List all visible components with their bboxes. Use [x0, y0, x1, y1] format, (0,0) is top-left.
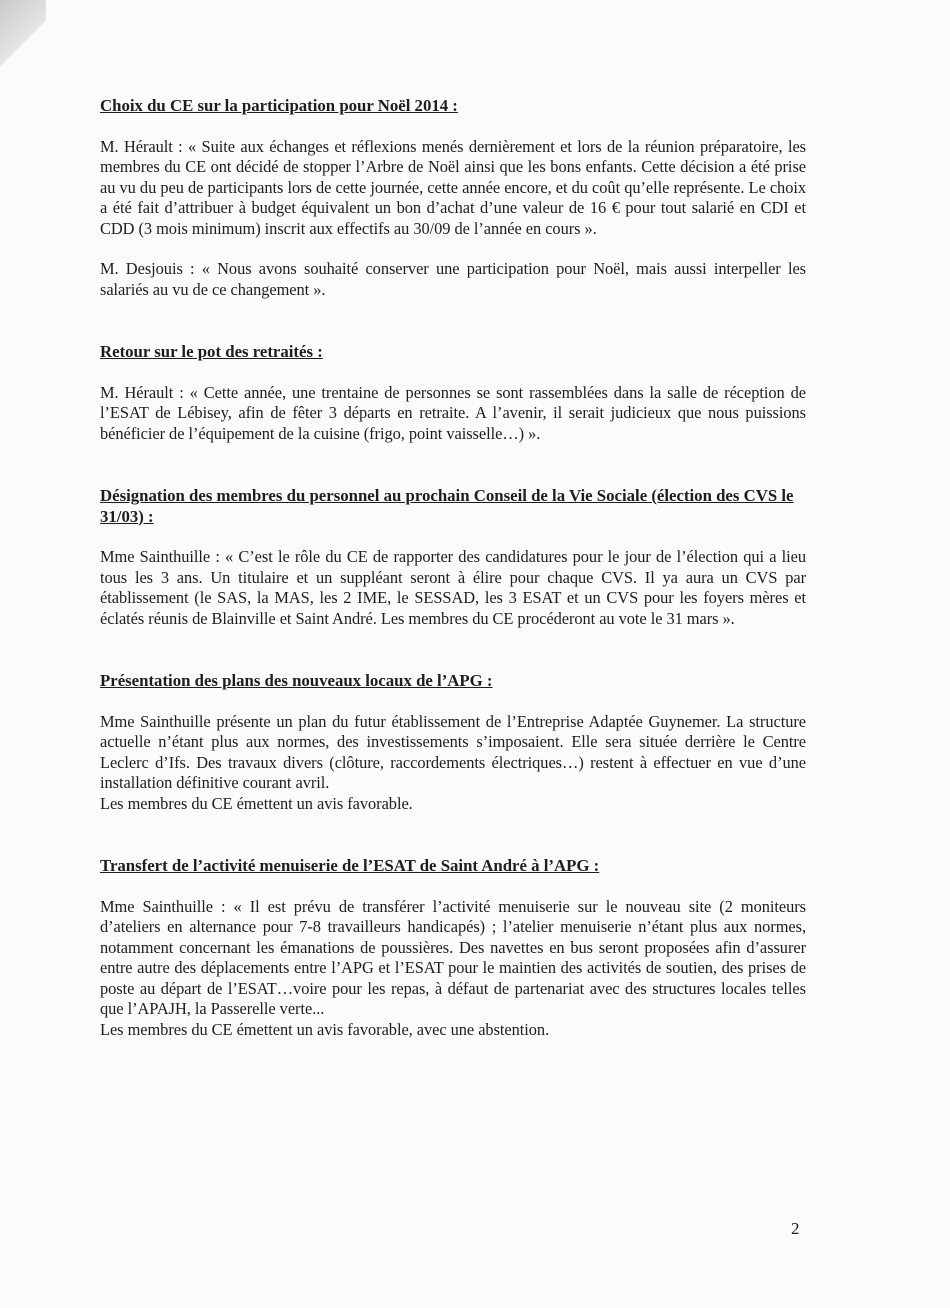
section-paragraph: M. Desjouis : « Nous avons souhaité conserver une participation pour Noël, mais aussi interpeller les salariés au vu de ce changement ». [100, 259, 806, 299]
section-paragraph: Mme Sainthuille : « Il est prévu de transférer l’activité menuiserie sur le nouveau site (2 moniteurs d’ateliers en alternance pour 7-8 travailleurs handicapés) ; l’atelier menuiserie n’étant plus aux normes, notamment concernant les émanations de poussières. Des navettes en bus seront proposées afin d’assurer entre autre des déplacements entre l’APG et l’ESAT pour le maintien des activités de soutien, des prises de poste au départ de l’ESAT…voire pour les repas, à défaut de partenariat avec des structures locales telles que l’APAJH, la Passerelle verte... [100, 896, 806, 1018]
section-heading: Transfert de l’activité menuiserie de l’ESAT de Saint André à l’APG : [100, 856, 600, 875]
section-heading: Présentation des plans des nouveaux locaux de l’APG : [100, 671, 493, 690]
section-paragraph: Les membres du CE émettent un avis favorable, avec une abstention. [100, 1019, 550, 1039]
section-paragraph: M. Hérault : « Cette année, une trentaine de personnes se sont rassemblées dans la salle de réception de l’ESAT de Lébisey, afin de fêter 3 départs en retraite. A l’avenir, il serait judicieux que nous puissions bénéficier de l’équipement de la cuisine (frigo, point vaisselle…) ». [100, 382, 806, 443]
section-menuiserie [100, 856, 806, 1040]
section-heading: Désignation des membres du personnel au prochain Conseil de la Vie Sociale (élection des CVS le 31/03) : [100, 486, 794, 526]
page-corner-fold [0, 0, 46, 100]
document-body [100, 96, 806, 1040]
section-paragraph: Mme Sainthuille présente un plan du futur établissement de l’Entreprise Adaptée Guynemer. La structure actuelle n’étant plus aux normes, des investissements s’imposaient. Elle sera située derrière le Centre Leclerc d’Ifs. Des travaux divers (clôture, raccordements électriques…) restent à effectuer en vue d’une installation définitive courant avril. [100, 711, 806, 792]
section-paragraph: Mme Sainthuille : « C’est le rôle du CE de rapporter des candidatures pour le jour de l’élection qui a lieu tous les 3 ans. Un titulaire et un suppléant seront à élire pour chaque CVS. Il ya aura un CVS par établissement (le SAS, la MAS, les 2 IME, le SESSAD, les 3 ESAT et un CVS pour les foyers mères et éclatés réunis de Blainville et Saint André. Les membres du CE procéderont au vote le 31 mars ». [100, 547, 806, 628]
section-paragraph: M. Hérault : « Suite aux échanges et réflexions menés dernièrement et lors de la réunion préparatoire, les membres du CE ont décidé de stopper l’Arbre de Noël ainsi que les bons enfants. Cette décision a été prise au vu du peu de participants lors de cette journée, cette année encore, et du coût qu’elle représente. Le choix a été fait d’attribuer à budget équivalent un bon d’achat d’une valeur de 16 € pour tout salarié en CDI et CDD (3 mois minimum) inscrit aux effectifs au 30/09 de l’année en cours ». [100, 136, 806, 238]
section-noel [100, 96, 806, 300]
section-cvs [100, 486, 806, 629]
section-paragraph: Les membres du CE émettent un avis favorable. [100, 793, 413, 813]
section-retraites [100, 342, 806, 444]
section-heading: Retour sur le pot des retraités : [100, 342, 323, 361]
section-apg-plans [100, 671, 806, 814]
page-number: 2 [791, 1219, 800, 1238]
section-heading: Choix du CE sur la participation pour Noël 2014 : [100, 96, 458, 115]
